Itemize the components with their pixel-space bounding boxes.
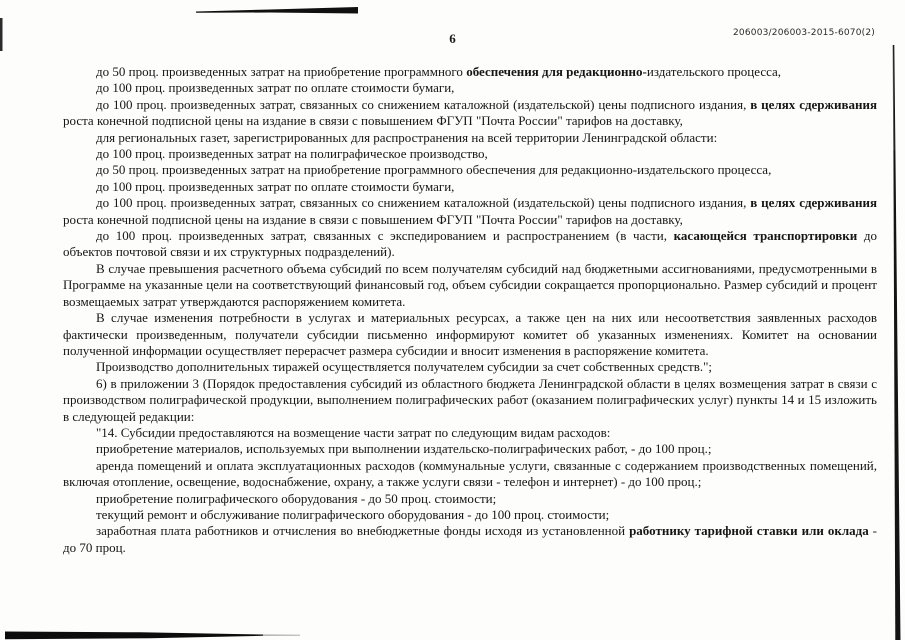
paragraph — [63, 425, 877, 441]
paragraph — [63, 130, 877, 146]
text-segment: текущий ремонт и обслуживание полиграфического оборудования - до 100 проц. стоимости; — [96, 506, 610, 522]
paragraph — [63, 97, 877, 130]
text-segment: работнику тарифной ставки или оклада — [629, 523, 869, 539]
text-segment: до 100 проц. произведенных затрат, связанных со снижением каталожной (издательской) цены подписного издания, — [96, 195, 751, 211]
paragraph — [63, 80, 877, 96]
paragraph — [63, 146, 877, 162]
scan-artifact-bottom-bar — [5, 632, 263, 640]
paragraph — [63, 64, 877, 80]
page-number: 6 — [449, 31, 456, 46]
paragraph — [63, 162, 877, 178]
text-segment: приобретение материалов, используемых при выполнении издательско-полиграфических работ, - до 100 проц.; — [96, 441, 712, 457]
scan-artifact-right-line-faint — [892, 45, 894, 150]
text-segment: до 100 проц. произведенных затрат на полиграфическое производство, — [96, 146, 488, 162]
text-segment: до 100 проц. произведенных затрат, связанных со снижением каталожной (издательской) цены подписного издания, — [96, 96, 751, 112]
text-segment: до 50 проц. произведенных затрат на приобретение программного обеспечения для редакционно-издательского процесса, — [96, 162, 772, 178]
paragraph — [63, 491, 877, 507]
text-segment: роста конечной подписной цены на издание в связи с повышением ФГУП "Почта России" тарифов на доставку, — [63, 211, 683, 227]
text-segment: 6) в приложении 3 (Порядок предоставления субсидий из областного бюджета Ленинградской области в целях возмещения затрат в связи с производством полиграфической продукции, выполнением полиграфических работ (оказанием полиграфических услуг) пункты 14 и 15 изложить в следующей редакции: — [63, 375, 877, 424]
document-body — [63, 64, 877, 556]
paragraph — [63, 376, 877, 425]
text-segment: заработная плата работников и отчисления во внебюджетные фонды исходя из установленной — [96, 523, 630, 539]
text-segment: до 50 проц. произведенных затрат на приобретение программного — [96, 64, 467, 79]
text-segment: - до 70 проц. — [63, 523, 877, 555]
text-segment: Производство дополнительных тиражей осуществляется получателем субсидии за счет собственных средств."; — [96, 359, 713, 375]
text-segment: В случае изменения потребности в услугах и материальных ресурсах, а также цен на них или несоответствия заявленных расходов фактически произведенным, получатели субсидии письменно информируют комитет об указанных изменениях. Комитет на основании полученной информации осуществляет перерасчет размера субсидии и вносит изменения в распоряжение комитета. — [63, 310, 877, 358]
text-segment: в целях сдерживания — [750, 195, 877, 211]
paragraph — [63, 195, 877, 228]
paragraph — [63, 261, 877, 310]
text-segment: до 100 проц. произведенных затрат по оплате стоимости бумаги, — [96, 178, 455, 194]
text-segment: приобретение полиграфического оборудования - до 50 проц. стоимости; — [96, 490, 497, 506]
text-segment: издательского процесса, — [646, 64, 782, 79]
scan-artifact-top-line — [196, 7, 358, 14]
paragraph — [63, 179, 877, 195]
paragraph — [63, 458, 877, 491]
document-reference: 206003/206003-2015-6070(2) — [733, 28, 875, 38]
scan-artifact-right-line — [893, 45, 901, 640]
text-segment: до объектов почтовой связи и их структурных подразделений). — [63, 228, 878, 260]
text-segment: до 100 проц. произведенных затрат по оплате стоимости бумаги, — [96, 80, 455, 96]
paragraph — [63, 507, 877, 523]
text-segment: роста конечной подписной цены на издание в связи с повышением ФГУП "Почта России" тарифов на доставку, — [63, 113, 683, 129]
paragraph — [63, 441, 877, 457]
paragraph — [63, 523, 877, 556]
paragraph — [63, 228, 877, 261]
text-segment: обеспечения для редакционно- — [466, 64, 647, 79]
text-segment: в целях сдерживания — [750, 96, 877, 112]
paragraph — [63, 310, 877, 359]
text-segment: касающейся транспортировки — [673, 228, 858, 244]
paragraph — [63, 359, 877, 375]
text-segment: до 100 проц. произведенных затрат, связанных с экспедированием и распространением (в части, — [96, 228, 674, 244]
text-segment: В случае превышения расчетного объема субсидий по всем получателям субсидий над бюджетными ассигнованиями, предусмотренными в Программе на указанные цели на соответствующий финансовый год, объем субсидии сокращается пропорционально. Размер субсидий и процент возмещаемых затрат утверждаются распоряжением комитета. — [63, 260, 877, 309]
text-segment: аренда помещений и оплата эксплуатационных расходов (коммунальные услуги, связанные с содержанием производственных помещений, включая отопление, освещение, водоснабжение, охрану, а также услуги связи - телефон и интернет) - до 100 проц.; — [63, 457, 877, 490]
text-segment: для региональных газет, зарегистрированных для распространения на всей территории Ленинградской области: — [96, 129, 718, 145]
scan-artifact-bottom-bar-tail — [263, 635, 300, 636]
text-segment: "14. Субсидии предоставляются на возмещение части затрат по следующим видам расходов: — [96, 424, 611, 440]
